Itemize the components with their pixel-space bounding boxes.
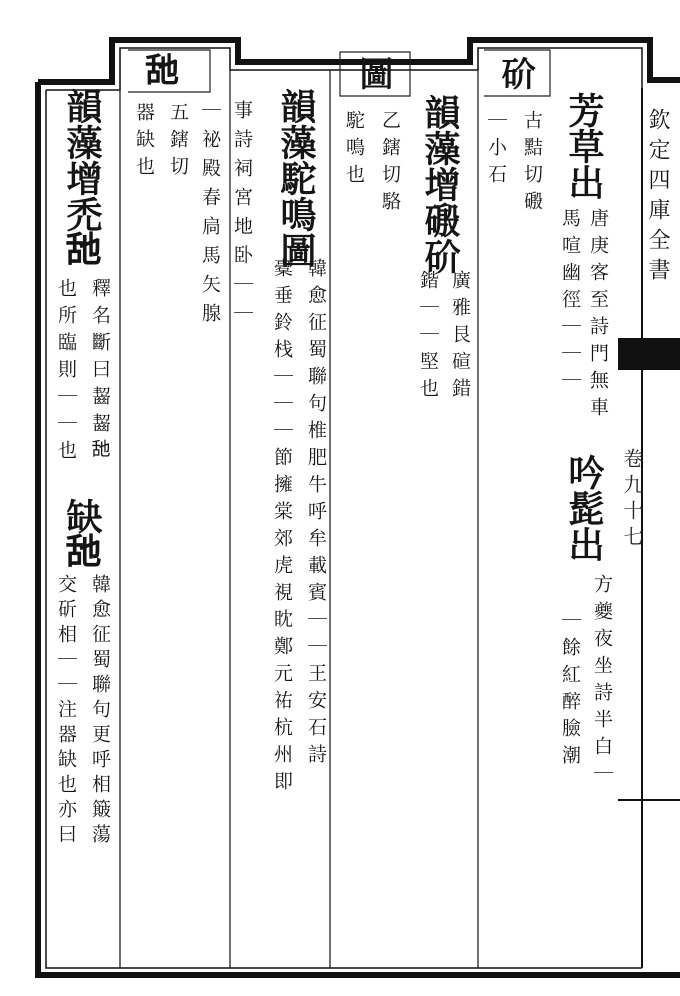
- col3-heading: 韻藻增磤砎: [419, 94, 461, 274]
- col2-line2: ｜小石: [485, 110, 507, 191]
- col8-line4: 交斫相｜｜注器缺也亦曰: [55, 574, 77, 849]
- col7-line1: 五鎋切: [167, 102, 189, 183]
- col1-line4: ｜餘紅醉臉潮: [559, 610, 581, 772]
- tab-char-2: 圖: [353, 56, 393, 90]
- col6-line1: 事詩祠宮地卧｜｜: [231, 100, 253, 332]
- col1-line1: 唐庚客至詩門無車: [587, 208, 609, 424]
- col8-line3: 韓愈征蜀聯句更呼相簸蕩: [89, 574, 111, 849]
- col1-heading2: 吟髭出: [563, 454, 605, 562]
- col8-heading: 韻藻增禿𦧇: [61, 88, 103, 268]
- col1-heading: 芳草出: [563, 92, 605, 200]
- tab-char-3: 砎: [495, 56, 535, 90]
- col2-line1: 古黠切磤: [521, 110, 543, 218]
- col7-line2: 器缺也: [133, 102, 155, 183]
- col4-line1: 乙鎋切駱: [379, 110, 401, 218]
- col1-line3: 方夔夜坐詩半白｜: [591, 574, 613, 790]
- col8-line1: 釋名斷曰齧齧𦧇: [89, 278, 111, 467]
- col8-line2: 也所臨則｜｜也: [55, 278, 77, 467]
- volume-label: 卷九十七: [620, 448, 644, 552]
- col1-line2: 馬喧幽徑｜｜｜: [559, 208, 581, 397]
- tab-char-1: 𦧇: [141, 54, 181, 88]
- book-title: 欽定四庫全書: [645, 108, 670, 288]
- col3-line1: 廣雅艮碹錯: [449, 270, 471, 405]
- col4-line2: 駝鳴也: [343, 110, 365, 191]
- col5-line2: 橐垂鈴栈｜｜｜節擁棠郊虎視眈鄭元祐杭州即: [271, 258, 293, 798]
- col6-line2: ｜祕殿春扃馬矢腺: [199, 100, 221, 332]
- col5-line1: 韓愈征蜀聯句椎肥牛呼牟載賓｜｜王安石詩: [305, 258, 327, 771]
- col3-line2: 鍇｜｜堅也: [417, 270, 439, 405]
- col8-heading2: 缺𦧇: [61, 498, 103, 570]
- col5-heading: 韻藻駝鳴圖: [275, 88, 317, 268]
